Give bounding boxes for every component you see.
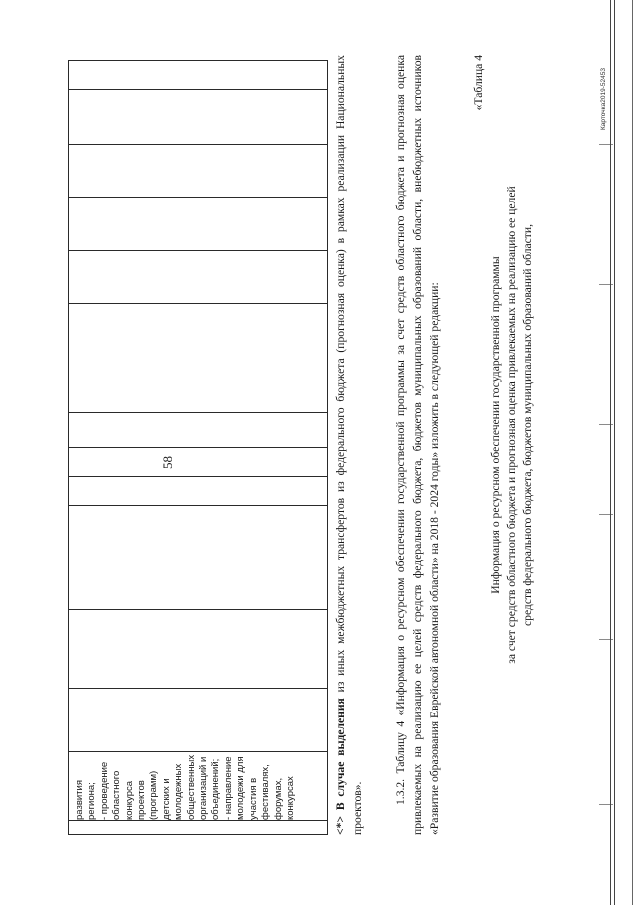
caption-line: за счет средств областного бюджета и прогнозная оценка привлекаемых на реализацию ее целей [505,186,518,664]
table-cell [68,688,328,752]
page-number: 58 [160,456,175,469]
resource-table [68,60,328,835]
footnote-lead: <*> В случае выделения [334,698,347,835]
footnote [332,55,366,835]
table-cell [68,412,328,448]
table-cell [68,197,328,251]
table-cell [68,89,328,145]
paragraph-text: 1.3.2. Таблицу 4 «Информация о ресурсном обеспечении государственной программы за счет средств областного бюджета и прогнозная оценка привлекаемых на реализацию ее целей средств федерального бюджета, бюджетов муниципальных образований области, внебюджетных источников «Развитие образования Еврейской автономной области» на 2018 - 2024 годы» изложить в следующей редакции: [394,55,441,835]
table-cell-text: развития региона; - проведение областного конкурса проектов (программ) детских и молодежных общественных организаций и объединений; - направление молодежи для участия в фестивалях, форумах, конкурсах [74,754,296,820]
table-cell [68,476,328,506]
caption-line: Информация о ресурсном обеспечении государственной программы [489,256,502,594]
binding-edge-lines [608,0,640,905]
table-cell [68,60,328,90]
table-cell [68,447,328,477]
table-cell [68,303,328,413]
amendment-paragraph [392,55,443,835]
table-cell [68,609,328,689]
registration-stamp: Карточка2019-52453 [600,68,607,130]
table-cell [68,505,328,610]
table-caption [488,125,536,725]
table-cell [68,144,328,198]
caption-line: средств федерального бюджета, бюджетов муниципальных образований области, [521,224,534,626]
table-cell [68,250,328,304]
footnote-text: из иных межбюджетных трансфертов из федерального бюджета (прогнозная оценка) в рамках реализации Национальных проектов». [334,55,364,835]
table-cell [68,820,328,835]
table-reference: «Таблица 4 [472,55,485,111]
